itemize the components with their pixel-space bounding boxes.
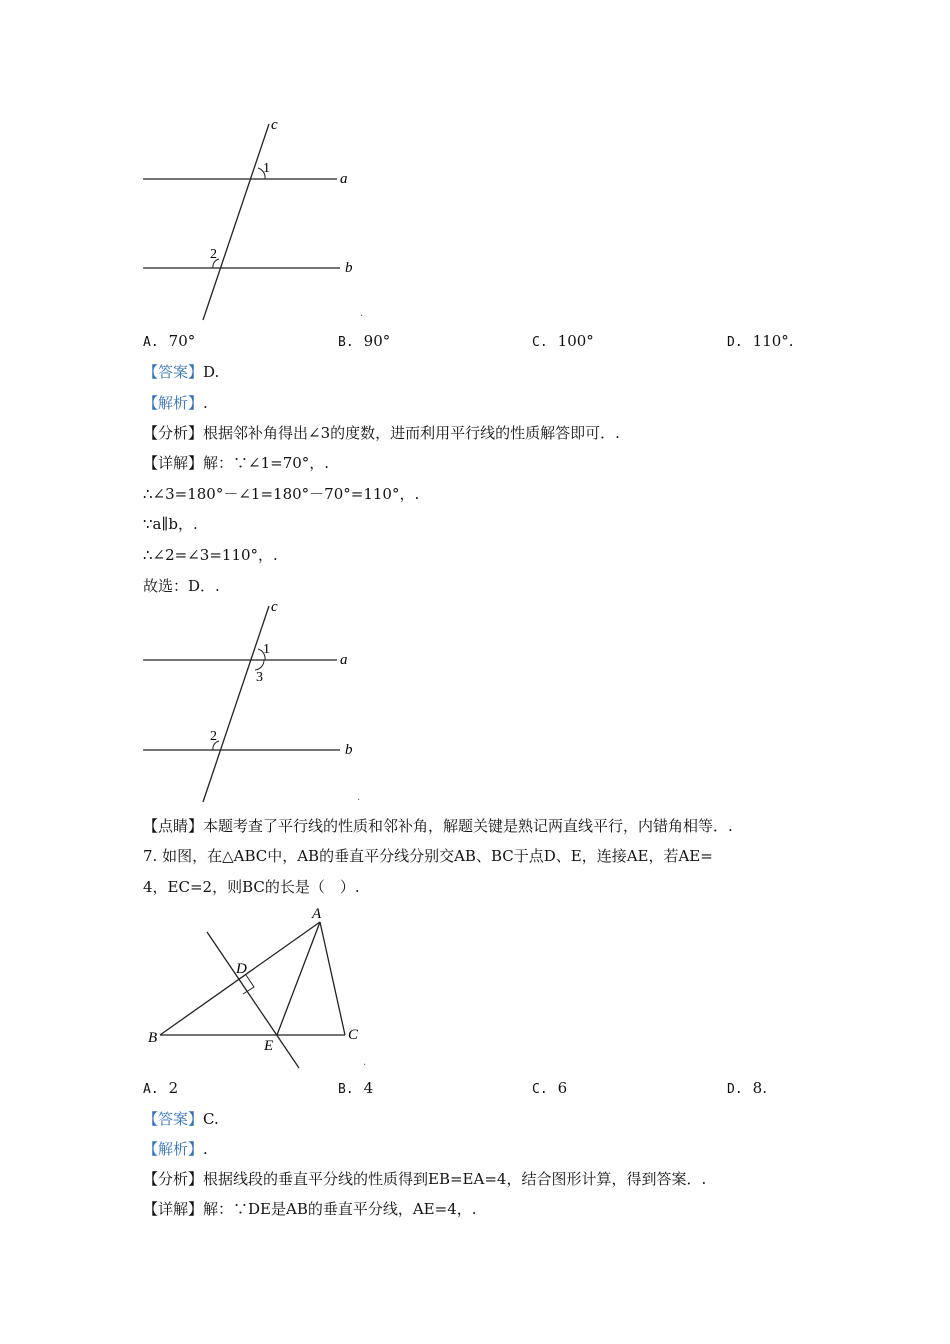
analysis-rest: . [203, 394, 208, 412]
xiangjie-text: 解：∵∠1=70°，. [203, 454, 330, 472]
fenxi-text: 根据线段的垂直平分线的性质得到EB=EA=4，结合图形计算，得到答案．. [203, 1170, 707, 1188]
option-letter: C. [532, 335, 548, 350]
label-B: B [148, 1030, 158, 1046]
fenxi-line [143, 1169, 706, 1189]
line-c [203, 124, 269, 320]
label-D: D [236, 961, 247, 977]
option-a [143, 331, 195, 353]
label-a: a [340, 652, 348, 668]
answer-tag: 【答案】 [143, 1110, 204, 1128]
option-b [338, 331, 390, 353]
option-letter: D. [727, 1082, 743, 1097]
option-value: 90° [363, 332, 391, 350]
option-value: 2 [168, 1079, 179, 1097]
label-c: c [271, 599, 278, 615]
option-letter: C. [532, 1082, 548, 1097]
option-value: 8. [752, 1079, 767, 1097]
option-d [727, 1078, 767, 1100]
figure-triangle [140, 900, 380, 1075]
option-b [338, 1078, 373, 1100]
dianjing-line [143, 816, 733, 836]
label-angle-2: 2 [210, 247, 217, 262]
fenxi-text: 根据邻补角得出∠3的度数，进而利用平行线的性质解答即可．. [203, 424, 620, 442]
question-7-stem-line1: 7. 如图，在△ABC中，AB的垂直平分线分别交AB、BC于点D、E，连接AE，若AE= [143, 847, 713, 865]
figure-parallel-lines [140, 115, 370, 325]
label-a: a [340, 171, 348, 187]
figure-parallel-lines-angle3 [140, 597, 370, 807]
option-letter: B. [338, 335, 354, 350]
option-value: 4 [363, 1079, 374, 1097]
option-value: 6 [557, 1079, 568, 1097]
anchor-mark: . [360, 308, 364, 319]
analysis-line [143, 393, 208, 413]
perpendicular-bisector [207, 932, 299, 1068]
analysis-rest: . [203, 1140, 208, 1158]
fenxi-tag: 【分析】 [143, 1170, 204, 1188]
analysis-line [143, 1139, 208, 1159]
label-angle-3: 3 [256, 670, 263, 685]
side-ac [320, 922, 345, 1035]
option-a [143, 1078, 178, 1100]
answer-tag: 【答案】 [143, 363, 204, 381]
label-A: A [312, 906, 322, 922]
label-b: b [345, 742, 353, 758]
option-c [532, 1078, 567, 1100]
analysis-tag: 【解析】 [143, 394, 204, 412]
step-2: ∵a∥b，. [143, 515, 198, 533]
xiangjie-text: 解：∵DE是AB的垂直平分线，AE=4，. [203, 1200, 477, 1218]
option-c [532, 331, 594, 353]
question-7-stem-line2: 4，EC=2，则BC的长是（ ）. [143, 878, 360, 896]
option-d [727, 331, 794, 353]
label-b: b [345, 260, 353, 276]
label-C: C [348, 1027, 359, 1043]
option-letter: B. [338, 1082, 354, 1097]
answer-line [143, 1109, 219, 1129]
answer-value: C. [203, 1110, 219, 1128]
xiangjie-line [143, 1199, 477, 1219]
label-angle-2: 2 [210, 729, 217, 744]
label-E: E [264, 1038, 274, 1054]
answer-value: D. [203, 363, 220, 381]
option-value: 110°. [752, 332, 794, 350]
xiangjie-tag: 【详解】 [143, 454, 204, 472]
option-letter: A. [143, 335, 159, 350]
anchor-mark: . [363, 1057, 367, 1068]
label-angle-1: 1 [263, 161, 270, 176]
fenxi-tag: 【分析】 [143, 424, 204, 442]
anchor-mark: . [357, 792, 361, 803]
option-value: 70° [168, 332, 196, 350]
fenxi-line [143, 423, 620, 443]
step-3: ∴∠2=∠3=110°，. [143, 546, 278, 564]
angle-3-arc [255, 660, 264, 670]
label-c: c [271, 117, 278, 133]
answer-line [143, 362, 219, 382]
dianjing-text: 本题考查了平行线的性质和邻补角，解题关键是熟记两直线平行，内错角相等．. [203, 817, 733, 835]
step-4: 故选：D．. [143, 577, 220, 595]
option-letter: A. [143, 1082, 159, 1097]
dianjing-tag: 【点睛】 [143, 817, 204, 835]
analysis-tag: 【解析】 [143, 1140, 204, 1158]
line-c [203, 606, 269, 802]
right-angle-mark [243, 975, 254, 994]
side-ab [160, 922, 320, 1035]
xiangjie-line [143, 453, 329, 473]
label-angle-1: 1 [263, 642, 270, 657]
step-1: ∴∠3=180°－∠1=180°－70°=110°，. [143, 485, 420, 503]
option-letter: D. [727, 335, 743, 350]
option-value: 100° [557, 332, 594, 350]
segment-ae [277, 922, 320, 1035]
xiangjie-tag: 【详解】 [143, 1200, 204, 1218]
